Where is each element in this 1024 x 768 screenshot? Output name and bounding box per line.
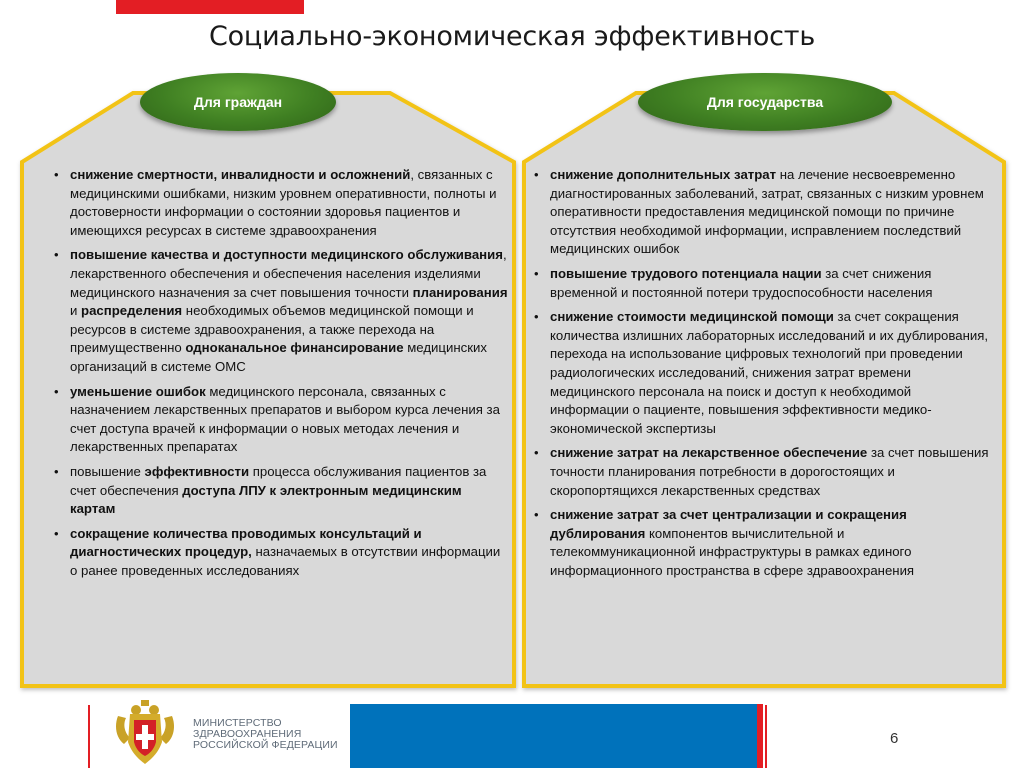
footer-divider-left (88, 705, 90, 768)
bold-text-segment: уменьшение ошибок (70, 383, 206, 399)
bold-text-segment: одноканальное финансирование (185, 340, 404, 356)
bold-text-segment: снижение затрат на лекарственное обеспечение (550, 445, 868, 461)
bullet-icon: • (534, 309, 539, 325)
text-segment: необходимых объемов медицинской помощи и ресурсов в системе здравоохранения, а также перехода на преимущественно (70, 303, 474, 356)
bullet-icon: • (534, 167, 539, 182)
bold-text-segment: планирования (412, 284, 508, 300)
citizens-benefit-item (50, 383, 510, 457)
bold-text-segment: снижение дополнительных затрат (550, 167, 777, 182)
citizens-benefit-item (50, 246, 510, 376)
state-header-pill: Для государства (638, 73, 892, 131)
ministry-label (193, 718, 338, 751)
bullet-icon: • (534, 265, 539, 281)
bold-text-segment: доступа ЛПУ к электронным медицинским картам (70, 482, 462, 517)
state-benefit-item (530, 444, 990, 500)
text-segment: , лекарственного обеспечения и обеспечения населения изделиями медицинского назначения за счет повышения точности (70, 247, 507, 300)
state-benefits-list (530, 166, 990, 586)
page-title: Социально-экономическая эффективность (208, 21, 816, 52)
state-benefit-item (530, 308, 990, 438)
bold-text-segment: распределения (81, 303, 183, 319)
text-segment: повышение (70, 463, 145, 479)
state-benefit-item (530, 166, 990, 259)
citizens-benefit-item (50, 525, 510, 581)
bullet-icon: • (54, 167, 59, 182)
bold-text-segment: сокращение количества проводимых консультаций и диагностических процедур, (70, 525, 422, 560)
ministry-line-1: МИНИСТЕРСТВО (193, 717, 282, 729)
page-number: 6 (890, 730, 899, 747)
citizens-header-pill: Для граждан (140, 73, 336, 131)
citizens-benefit-item (50, 463, 510, 519)
bold-text-segment: повышение качества и доступности медицинского обслуживания (70, 247, 503, 263)
state-benefit-item (530, 506, 990, 580)
text-segment: и (70, 303, 82, 319)
bold-text-segment: снижение смертности, инвалидности и осложнений (70, 167, 411, 182)
citizens-benefits-list (50, 166, 510, 586)
citizens-benefit-item (50, 166, 510, 240)
bullet-icon: • (54, 383, 59, 399)
text-segment: , связанных с медицинскими ошибками, низким уровнем оперативности, полноты и достоверности информации о состоянии здоровья пациентов и имеющихся ресурсах в системе здравоохранения (70, 167, 497, 238)
state-benefit-item (530, 265, 990, 302)
footer-divider-right (765, 705, 767, 768)
bullet-icon: • (534, 445, 539, 461)
bullet-icon: • (54, 463, 59, 479)
bullet-icon: • (534, 507, 539, 523)
text-segment: назначаемых в отсутствии информации о ранее проведенных исследованиях (70, 544, 501, 578)
text-segment: медицинских организаций в системе ОМС (70, 340, 487, 374)
footer-red-edge (757, 704, 763, 768)
coat-of-arms-icon (112, 698, 178, 766)
ministry-line-2: ЗДРАВООХРАНЕНИЯ (193, 728, 302, 740)
text-segment: на лечение несвоевременно диагностированных заболеваний, затрат, связанных с низким уровнем оперативности предоставления медицинской помощи по причине отсутствия необходимой информации, исправлением последствий медицинских ошибок (550, 167, 984, 257)
bold-text-segment: снижение стоимости медицинской помощи (550, 309, 834, 325)
bullet-icon: • (54, 525, 59, 541)
text-segment: процесса обслуживания пациентов за счет обеспечения (70, 463, 487, 498)
bold-text-segment: снижение затрат за счет централизации и сокращения дублирования (550, 507, 907, 541)
text-segment: за счет снижения временной и постоянной потери трудоспособности населения (550, 265, 933, 300)
text-segment: за счет повышения точности планирования потребности в дорогостоящих и скоропортящихся лекарственных средствах (550, 445, 989, 498)
text-segment: медицинского персонала, связанных с назначением лекарственных препаратов и выбором курса лечения за счет доступа врачей к информации о новых методах лечения и лекарственных препаратах (70, 383, 500, 455)
text-segment: компонентов вычислительной и телекоммуникационной инфраструктуры в рамках единого информационного пространства в сфере здравоохранения (550, 525, 915, 578)
footer-blue-bar (350, 704, 757, 768)
bold-text-segment: повышение трудового потенциала нации (550, 265, 822, 281)
bullet-icon: • (54, 247, 59, 263)
ministry-line-3: РОССИЙСКОЙ ФЕДЕРАЦИИ (193, 739, 338, 751)
text-segment: за счет сокращения количества излишних лабораторных исследований и их дублирования, перехода на использование цифровых технологий при проведении радиологических исследований, снижения затрат времени медицинского персонала на поиск и доступ к необходимой информации о пациенте, повышения эффективности медико-экономической экспертизы (550, 309, 989, 436)
bold-text-segment: эффективности (144, 463, 250, 479)
